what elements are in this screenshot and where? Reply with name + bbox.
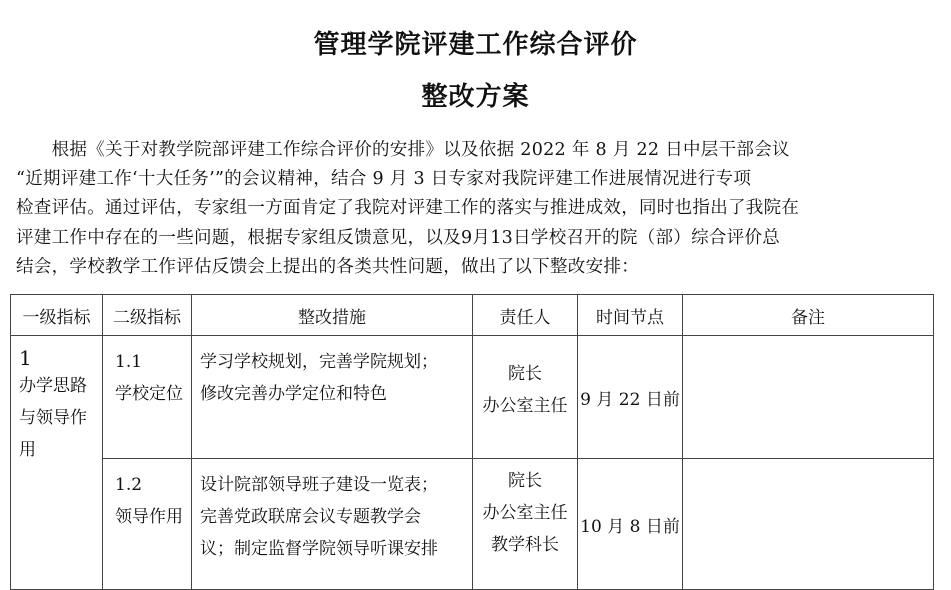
header-owner: 责任人 [473, 295, 578, 336]
owner-line: 办公室主任 [482, 396, 568, 416]
level1-cell [11, 336, 103, 590]
table-header-row [11, 295, 934, 336]
measure-line: 设计院部领导班子建设一览表； [200, 475, 438, 495]
level1-name-line: 用 [19, 440, 36, 460]
owner-cell [473, 336, 578, 459]
intro-paragraph [16, 136, 946, 282]
level2-code: 1.1 [115, 352, 143, 372]
paragraph-line: 评建工作中存在的一些问题，根据专家组反馈意见，以及9月13日学校召开的院（部）综合评价总 [16, 227, 781, 248]
document-title: 管理学院评建工作综合评价 [313, 30, 638, 60]
level1-number: 1 [19, 346, 32, 370]
deadline-cell: 10 月 8 日前 [578, 459, 683, 590]
note-cell [683, 459, 934, 590]
level2-cell [103, 336, 192, 459]
owner-line: 院长 [508, 364, 542, 384]
paragraph-line: 检查评估。通过评估，专家组一方面肯定了我院对评建工作的落实与推进成效，同时也指出了我院在 [16, 198, 800, 219]
level2-name: 学校定位 [115, 384, 183, 404]
header-note: 备注 [683, 295, 934, 336]
deadline-cell: 9 月 22 日前 [578, 336, 683, 459]
level1-name-line: 与领导作 [19, 408, 87, 428]
measure-line: 完善党政联席会议专题教学会 [200, 507, 421, 527]
measures-cell [192, 336, 473, 459]
header-measures: 整改措施 [192, 295, 473, 336]
paragraph-line: “近期评建工作‘十大任务’”的会议精神，结合 9 月 3 日专家对我院评建工作进展情况进行专项 [16, 169, 752, 190]
header-level1: 一级指标 [11, 295, 103, 336]
level1-name-line: 办学思路 [19, 376, 87, 396]
measures-cell [192, 459, 473, 590]
level2-cell [103, 459, 192, 590]
header-level2: 二级指标 [103, 295, 192, 336]
owner-line: 院长 [508, 471, 542, 491]
document-subtitle: 整改方案 [421, 82, 530, 112]
owner-line: 办公室主任 [482, 503, 568, 523]
level2-code: 1.2 [115, 475, 143, 495]
header-deadline: 时间节点 [578, 295, 683, 336]
table-row [11, 459, 934, 590]
paragraph-line: 根据《关于对教学院部评建工作综合评价的安排》以及依据 2022 年 8 月 22 日中层干部会议 [16, 140, 790, 160]
owner-cell [473, 459, 578, 590]
table-row [11, 336, 934, 459]
measure-line: 修改完善办学定位和特色 [200, 384, 387, 404]
measure-line: 学习学校规划，完善学院规划； [200, 352, 438, 372]
owner-line: 教学科长 [491, 535, 559, 555]
paragraph-line: 结会，学校教学工作评估反馈会上提出的各类共性问题，做出了以下整改安排： [16, 256, 639, 277]
measure-line: 议；制定监督学院领导听课安排 [200, 539, 438, 559]
level2-name: 领导作用 [115, 507, 183, 527]
note-cell [683, 336, 934, 459]
rectification-table [10, 294, 934, 590]
